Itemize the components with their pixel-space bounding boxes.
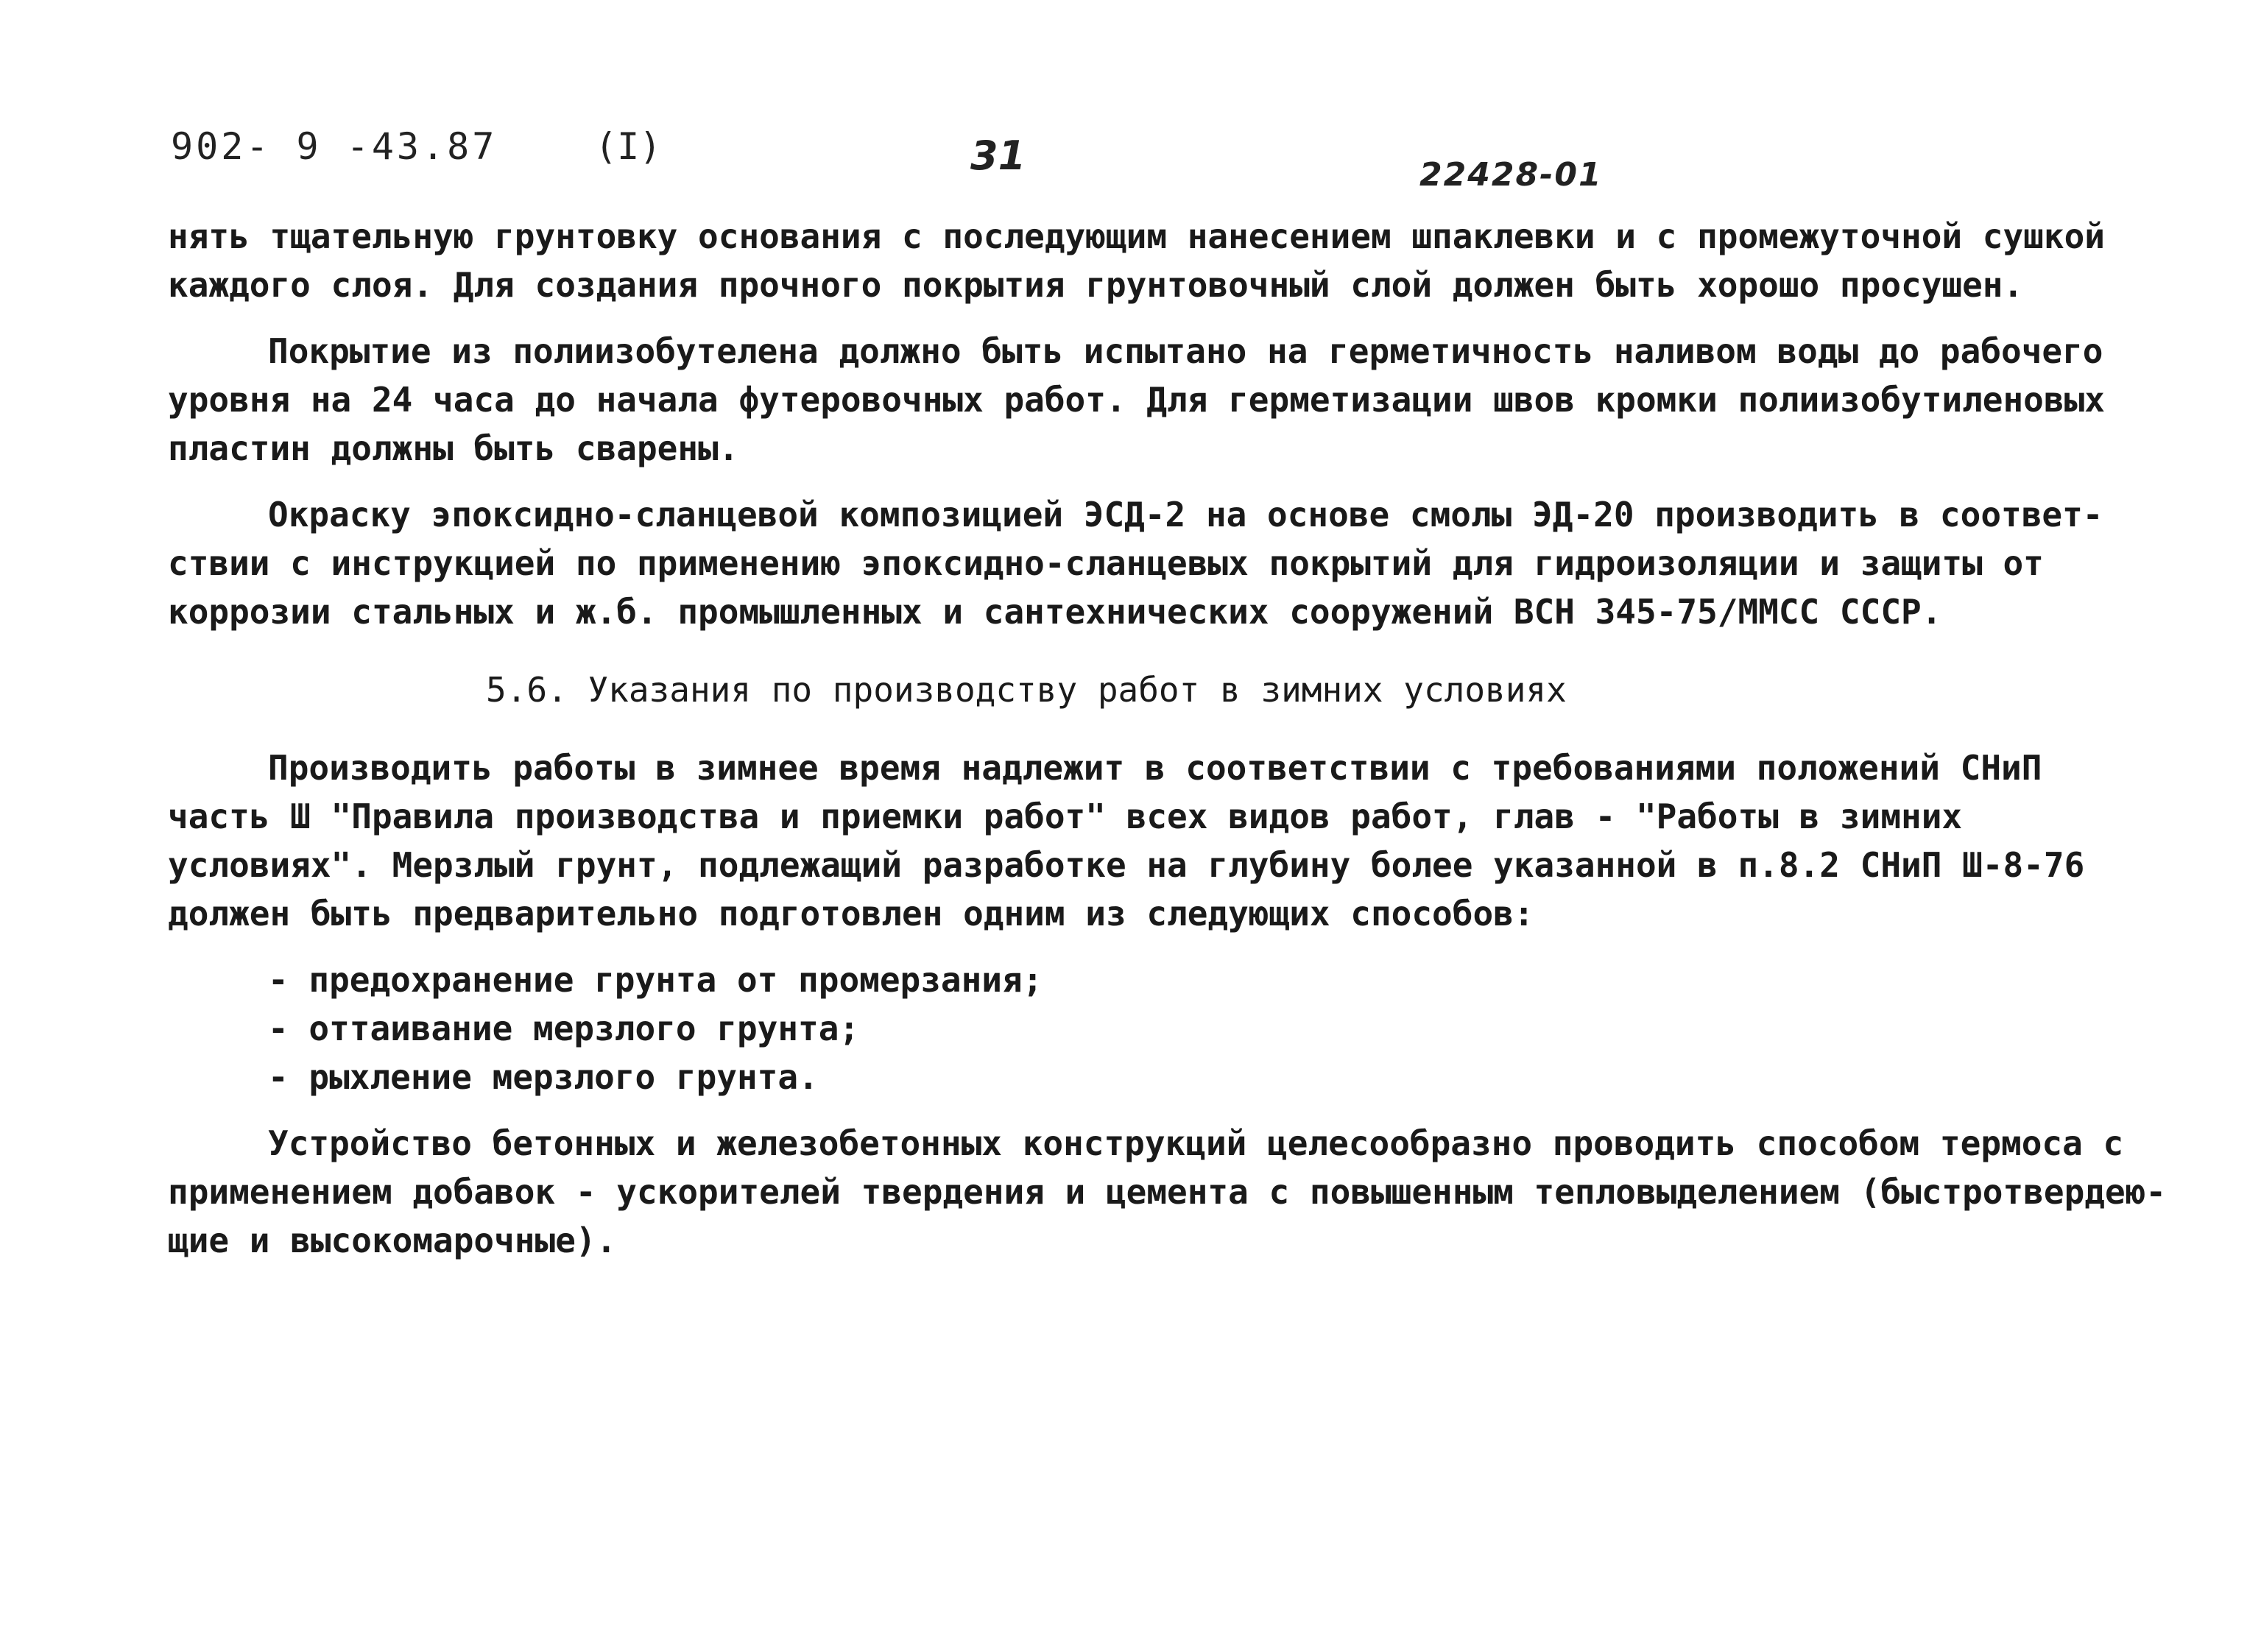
list-item: - предохранение грунта от промерзания; xyxy=(268,960,1043,1000)
document-code: 902- 9 -43.87 xyxy=(171,125,498,168)
list-item: - рыхление мерзлого грунта. xyxy=(268,1057,819,1097)
section-heading: 5.6. Указания по производству работ в зимних условиях xyxy=(486,670,1567,710)
archive-number: 22428-01 xyxy=(1419,156,1603,194)
page-number: 31 xyxy=(970,133,1026,179)
text-line: нять тщательную грунтовку основания с последующим нанесением шпаклевки и с промежуточной сушкой xyxy=(168,216,2105,256)
text-line: Производить работы в зимнее время надлежит в соответствии с требованиями положений СНиП xyxy=(268,748,2042,788)
text-line: щие и высокомарочные). xyxy=(168,1221,617,1260)
text-line: Покрытие из полиизобутелена должно быть испытано на герметичность наливом воды до рабочего xyxy=(268,331,2103,371)
bullet-list xyxy=(168,956,2112,1101)
text-line: часть Ш "Правила производства и приемки работ" всех видов работ, глав - "Работы в зимних xyxy=(168,797,1963,836)
text-line: должен быть предварительно подготовлен одним из следующих способов: xyxy=(168,894,1534,933)
paragraph-4 xyxy=(168,744,2112,938)
text-line: применением добавок - ускорителей твердения и цемента с повышенным тепловыделением (быстротвердею- xyxy=(168,1172,2167,1212)
paragraph-1 xyxy=(168,212,2112,309)
text-line: каждого слоя. Для создания прочного покрытия грунтовочный слой должен быть хорошо просушен. xyxy=(168,265,2024,305)
text-line: коррозии стальных и ж.б. промышленных и сантехнических сооружений ВСН 345-75/ММСС СССР. xyxy=(168,592,1942,632)
document-body xyxy=(168,212,2167,1265)
paragraph-3 xyxy=(168,490,2112,636)
text-line: пластин должны быть сварены. xyxy=(168,428,739,468)
text-line: условиях". Мерзлый грунт, подлежащий разработке на глубину более указанной в п.8.2 СНиП Ш-8-76 xyxy=(168,845,2085,885)
text-line: уровня на 24 часа до начала футеровочных работ. Для герметизации швов кромки полиизобутиленовых xyxy=(168,380,2105,420)
paragraph-2 xyxy=(168,327,2112,473)
document-part: (I) xyxy=(595,125,662,168)
list-item: - оттаивание мерзлого грунта; xyxy=(268,1009,860,1048)
paragraph-5 xyxy=(168,1119,2167,1265)
text-line: Окраску эпоксидно-сланцевой композицией ЭСД-2 на основе смолы ЭД-20 производить в соответ- xyxy=(268,495,2103,534)
text-line: ствии с инструкцией по применению эпоксидно-сланцевых покрытий для гидроизоляции и защиты от xyxy=(168,543,2044,583)
text-line: Устройство бетонных и железобетонных конструкций целесообразно проводить способом термоса с xyxy=(268,1123,2124,1163)
